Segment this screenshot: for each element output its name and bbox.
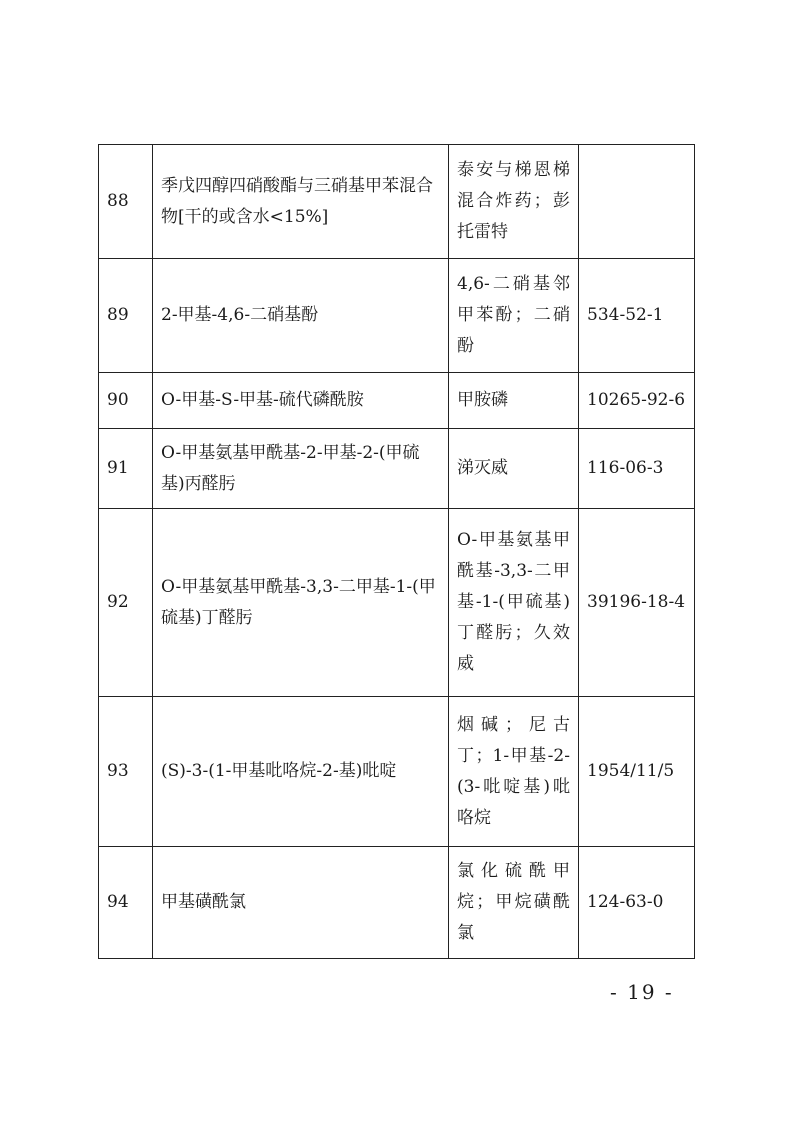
page-number: - 19 - xyxy=(610,980,674,1004)
chemical-alias: 烟碱；尼古丁；1-甲基-2-(3-吡啶基)吡咯烷 xyxy=(449,697,579,847)
table-row xyxy=(99,373,695,429)
chemical-alias: 甲胺磷 xyxy=(449,373,579,429)
row-number: 94 xyxy=(99,847,153,959)
cas-number xyxy=(579,145,695,259)
row-number: 89 xyxy=(99,259,153,373)
cas-number: 1954/11/5 xyxy=(579,697,695,847)
chemical-alias: 氯化硫酰甲烷；甲烷磺酰氯 xyxy=(449,847,579,959)
chemical-alias: 泰安与梯恩梯混合炸药；彭托雷特 xyxy=(449,145,579,259)
chemical-name: 2-甲基-4,6-二硝基酚 xyxy=(153,259,449,373)
cas-number: 124-63-0 xyxy=(579,847,695,959)
row-number: 90 xyxy=(99,373,153,429)
table-row xyxy=(99,509,695,697)
cas-number: 39196-18-4 xyxy=(579,509,695,697)
chemical-name: (S)-3-(1-甲基吡咯烷-2-基)吡啶 xyxy=(153,697,449,847)
row-number: 92 xyxy=(99,509,153,697)
cas-number: 534-52-1 xyxy=(579,259,695,373)
chemical-alias: 4,6-二硝基邻甲苯酚；二硝酚 xyxy=(449,259,579,373)
chemical-name: 季戊四醇四硝酸酯与三硝基甲苯混合物[干的或含水<15%] xyxy=(153,145,449,259)
cas-number: 10265-92-6 xyxy=(579,373,695,429)
row-number: 88 xyxy=(99,145,153,259)
table-row xyxy=(99,145,695,259)
table-row xyxy=(99,429,695,509)
cas-number: 116-06-3 xyxy=(579,429,695,509)
chemical-alias: O-甲基氨基甲酰基-3,3-二甲基-1-(甲硫基)丁醛肟；久效威 xyxy=(449,509,579,697)
table-row xyxy=(99,697,695,847)
row-number: 93 xyxy=(99,697,153,847)
chemical-name: O-甲基氨基甲酰基-3,3-二甲基-1-(甲硫基)丁醛肟 xyxy=(153,509,449,697)
chemical-name: O-甲基-S-甲基-硫代磷酰胺 xyxy=(153,373,449,429)
chemical-name: O-甲基氨基甲酰基-2-甲基-2-(甲硫基)丙醛肟 xyxy=(153,429,449,509)
row-number: 91 xyxy=(99,429,153,509)
chemical-alias: 涕灭威 xyxy=(449,429,579,509)
chemical-table xyxy=(98,144,695,959)
table-row xyxy=(99,847,695,959)
chemical-name: 甲基磺酰氯 xyxy=(153,847,449,959)
table-row xyxy=(99,259,695,373)
